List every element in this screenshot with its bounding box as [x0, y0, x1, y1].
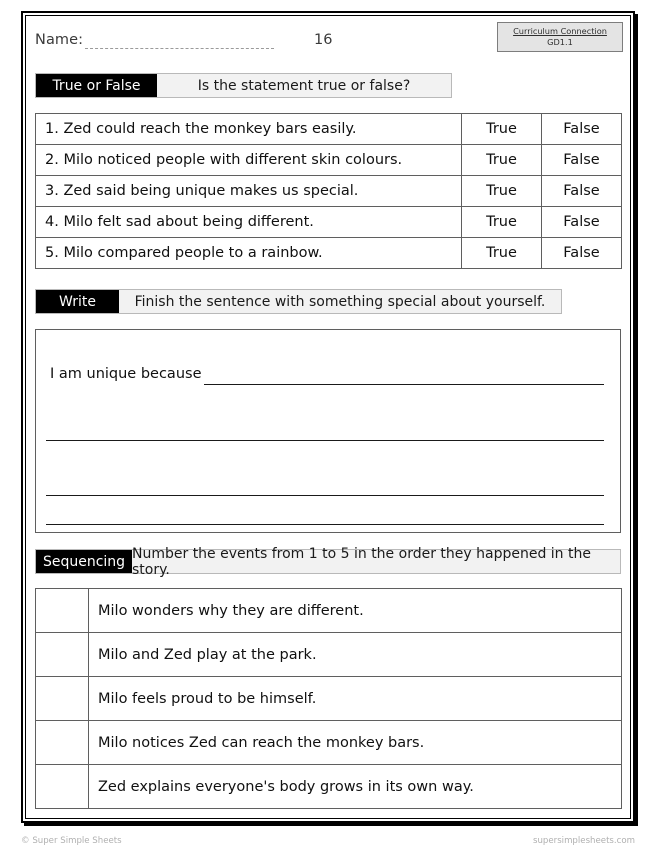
true-option-cell[interactable]: True — [462, 145, 542, 176]
write-prompt-text: I am unique because — [50, 366, 202, 382]
true-option-cell[interactable]: True — [462, 207, 542, 238]
sequence-number-input[interactable] — [36, 765, 89, 809]
table-row — [36, 589, 622, 633]
false-option-cell[interactable]: False — [542, 238, 622, 269]
true-option-cell[interactable]: True — [462, 238, 542, 269]
sequence-number-input[interactable] — [36, 633, 89, 677]
footer-copyright: © Super Simple Sheets — [21, 836, 122, 846]
sequence-number-input[interactable] — [36, 677, 89, 721]
true-false-statement: 2. Milo noticed people with different skin colours. — [36, 145, 462, 176]
table-row — [36, 176, 622, 207]
sequence-event-text: Milo wonders why they are different. — [89, 589, 622, 633]
write-section-label: Write — [36, 290, 119, 313]
worksheet-content — [26, 16, 630, 818]
sequence-number-input[interactable] — [36, 721, 89, 765]
table-row — [36, 145, 622, 176]
true-false-statement: 1. Zed could reach the monkey bars easily. — [36, 114, 462, 145]
true-false-table-body — [36, 114, 622, 269]
page-number: 16 — [314, 32, 333, 48]
sequencing-section-label: Sequencing — [36, 550, 132, 573]
curriculum-connection-box — [497, 22, 623, 52]
write-line-3[interactable] — [46, 495, 604, 496]
false-option-cell[interactable]: False — [542, 114, 622, 145]
write-header-band — [35, 289, 562, 314]
table-row — [36, 114, 622, 145]
true-false-instruction: Is the statement true or false? — [157, 74, 451, 97]
write-line-1[interactable] — [204, 384, 604, 385]
sequence-event-text: Milo feels proud to be himself. — [89, 677, 622, 721]
sequencing-instruction: Number the events from 1 to 5 in the order they happened in the story. — [132, 550, 620, 573]
curriculum-connection-title: Curriculum Connection — [513, 26, 607, 36]
sequencing-table-body — [36, 589, 622, 809]
footer-website: supersimplesheets.com — [533, 836, 635, 846]
true-false-statement: 5. Milo compared people to a rainbow. — [36, 238, 462, 269]
table-row — [36, 238, 622, 269]
name-input-line[interactable] — [85, 48, 274, 49]
sequencing-table — [35, 588, 622, 809]
false-option-cell[interactable]: False — [542, 207, 622, 238]
table-row — [36, 765, 622, 809]
name-label: Name: — [35, 32, 84, 48]
false-option-cell[interactable]: False — [542, 145, 622, 176]
sequence-event-text: Milo notices Zed can reach the monkey bars. — [89, 721, 622, 765]
false-option-cell[interactable]: False — [542, 176, 622, 207]
write-line-4[interactable] — [46, 524, 604, 525]
sequence-number-input[interactable] — [36, 589, 89, 633]
table-row — [36, 633, 622, 677]
true-false-header-band — [35, 73, 452, 98]
table-row — [36, 207, 622, 238]
sequence-event-text: Milo and Zed play at the park. — [89, 633, 622, 677]
table-row — [36, 721, 622, 765]
true-option-cell[interactable]: True — [462, 176, 542, 207]
table-row — [36, 677, 622, 721]
curriculum-connection-code: GD1.1 — [547, 37, 573, 48]
write-instruction: Finish the sentence with something special about yourself. — [119, 290, 561, 313]
sequencing-header-band — [35, 545, 621, 578]
true-false-statement: 4. Milo felt sad about being different. — [36, 207, 462, 238]
true-false-table — [35, 113, 622, 269]
write-answer-box[interactable] — [35, 329, 621, 533]
sequence-event-text: Zed explains everyone's body grows in its own way. — [89, 765, 622, 809]
name-row — [26, 16, 630, 66]
true-false-statement: 3. Zed said being unique makes us special. — [36, 176, 462, 207]
true-option-cell[interactable]: True — [462, 114, 542, 145]
true-false-section-label: True or False — [36, 74, 157, 97]
write-line-2[interactable] — [46, 440, 604, 441]
